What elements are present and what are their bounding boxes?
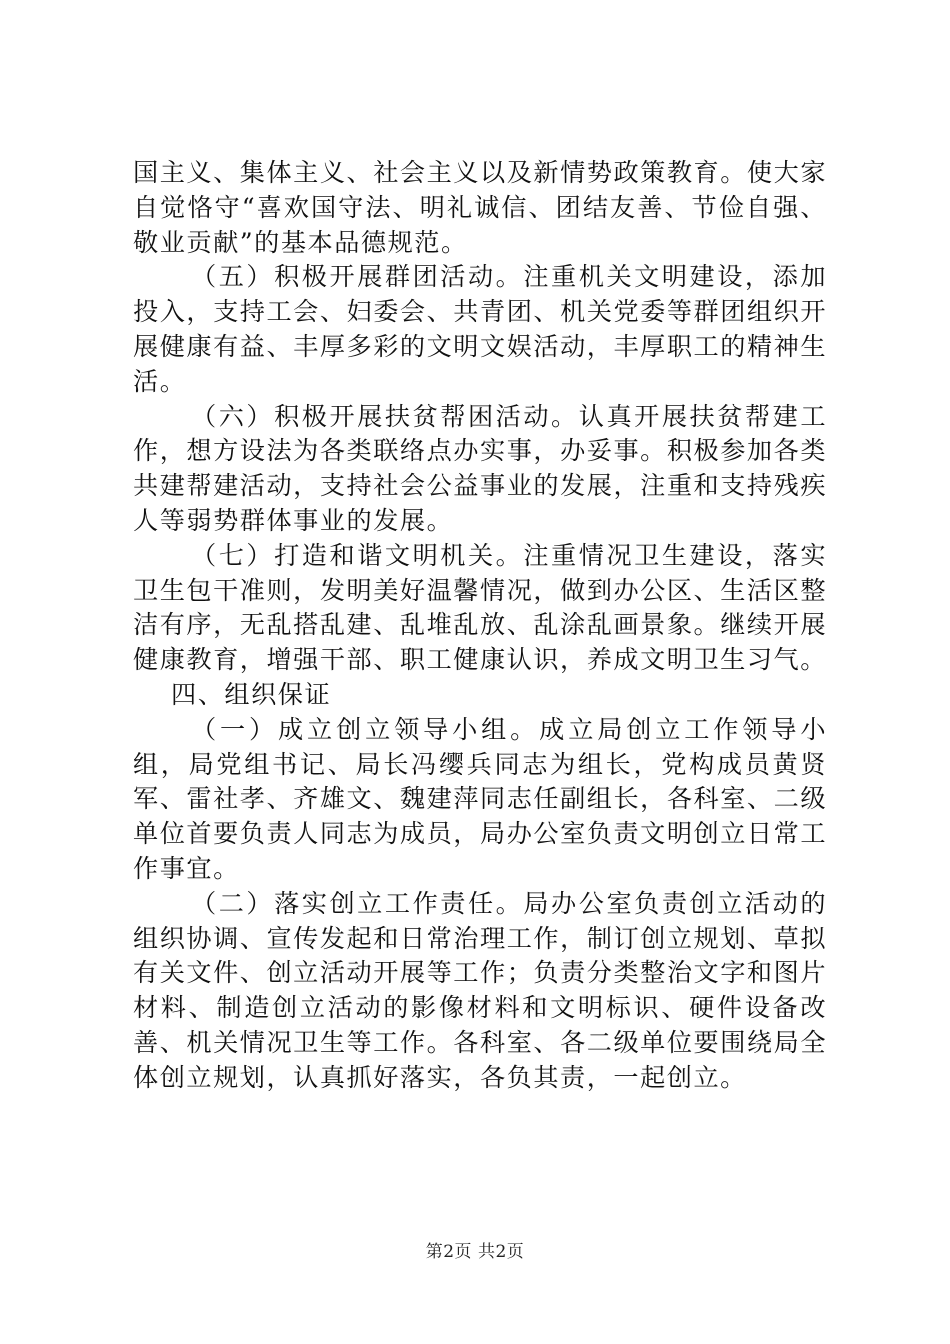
paragraph-poverty-relief: （六）积极开展扶贫帮困活动。认真开展扶贫帮建工作，想方设法为各类联络点办实事，办妥事。积极参加各类共建帮建活动，支持社会公益事业的发展，注重和支持残疾人等弱势群体事业的发展。 <box>133 401 827 535</box>
paragraph-leading-group: （一）成立创立领导小组。成立局创立工作领导小组，局党组书记、局长冯缨兵同志为组长，党构成员黄贤军、雷社孝、齐雄文、魏建萍同志任副组长，各科室、二级单位首要负责人同志为成员，局办公室负责文明创立日常工作事宜。 <box>133 714 827 883</box>
section-heading-organization: 四、组织保证 <box>171 679 332 709</box>
paragraph-patriotism-education: 国主义、集体主义、社会主义以及新情势政策教育。使大家自觉恪守“喜欢国守法、明礼诚信、团结友善、节俭自强、敬业贡献”的基本品德规范。 <box>133 158 827 257</box>
paragraph-responsibility: （二）落实创立工作责任。局办公室负责创立活动的组织协调、宣传发起和日常治理工作，制订创立规划、草拟有关文件、创立活动开展等工作；负责分类整治文字和图片材料、制造创立活动的影像材料和文明标识、硬件设备改善、机关情况卫生等工作。各科室、各二级单位要围绕局全体创立规划，认真抓好落实，各负其责，一起创立。 <box>133 888 827 1092</box>
page-number-footer: 第2页 共2页 <box>425 1242 525 1262</box>
document-body <box>133 156 827 1096</box>
paragraph-mass-group-activities: （五）积极开展群团活动。注重机关文明建设，添加投入，支持工会、妇委会、共青团、机关党委等群团组织开展健康有益、丰厚多彩的文明文娱活动，丰厚职工的精神生活。 <box>133 262 827 396</box>
paragraph-harmonious-agency: （七）打造和谐文明机关。注重情况卫生建设，落实卫生包干准则，发明美好温馨情况，做到办公区、生活区整洁有序，无乱搭乱建、乱堆乱放、乱涂乱画景象。继续开展健康教育，增强干部、职工健康认识，养成文明卫生习气。 <box>133 540 827 675</box>
